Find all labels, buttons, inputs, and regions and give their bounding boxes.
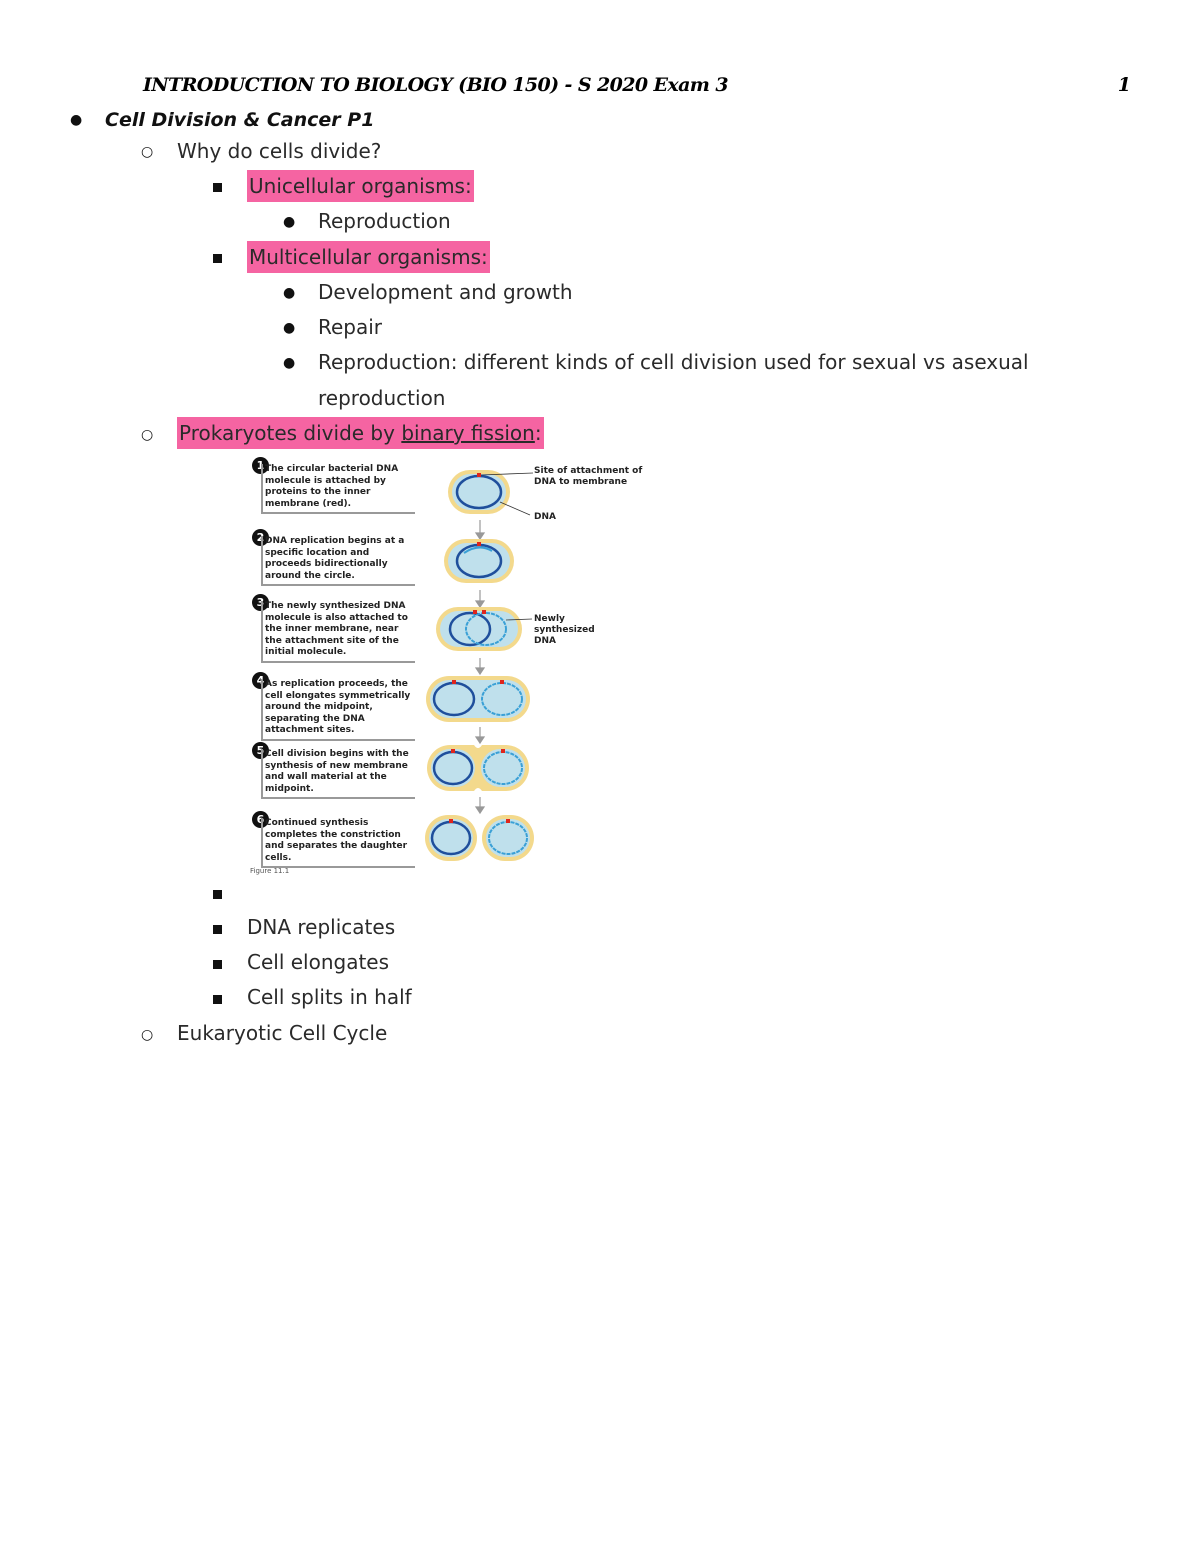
outline-item-multicellular: [247, 244, 490, 270]
outline-item-why: Why do cells divide?: [177, 139, 382, 163]
bullet-square-icon: [213, 925, 222, 934]
bullet-circle-icon: ○: [141, 1027, 154, 1043]
label-dna: DNA: [534, 512, 556, 522]
bullet-square-icon: [213, 995, 222, 1004]
prokaryotes-suffix: :: [534, 421, 542, 445]
outline-item-cell-splits: Cell splits in half: [247, 985, 412, 1009]
bullet-dot-icon: ●: [283, 355, 296, 371]
bullet-circle-icon: ○: [141, 427, 154, 443]
cell-stage-6: [425, 815, 534, 861]
step-text: Cell division begins with the synthesis of new membrane and wall material at the midpoint.: [261, 749, 415, 799]
step-number: 5: [252, 742, 269, 759]
label-attachment-site: Site of attachment of DNA to membrane: [534, 466, 643, 487]
outline-item-development: Development and growth: [318, 280, 573, 304]
figure-step-3: [250, 594, 415, 664]
cell-stage-5: [427, 745, 529, 791]
binary-fission-term: binary fission: [401, 421, 535, 445]
figure-step-2: [250, 529, 415, 587]
label-newly-synthesized-dna: Newly synthesized DNA: [534, 614, 595, 646]
step-text: The newly synthesized DNA molecule is also attached to the inner membrane, near the attachment site of the initial molecule.: [261, 601, 415, 663]
step-text: The circular bacterial DNA molecule is attached by proteins to the inner membrane (red).: [261, 464, 415, 514]
outline-item-reproduction-kinds: Reproduction: different kinds of cell division used for sexual vs asexual: [318, 350, 1029, 374]
figure-step-1: [250, 457, 415, 519]
step-number: 6: [252, 811, 269, 828]
cell-stage-3: [436, 607, 532, 651]
step-text: As replication proceeds, the cell elongates symmetrically around the midpoint, separating the DNA attachment sites.: [261, 679, 415, 741]
outline-item-reproduction-cont: reproduction: [318, 386, 446, 410]
figure-step-6: [250, 811, 415, 863]
figure-step-5: [250, 742, 415, 800]
bullet-square-icon: [213, 890, 222, 899]
step-text: Continued synthesis completes the constriction and separates the daughter cells.: [261, 818, 415, 868]
cell-stage-4: [426, 676, 530, 722]
bullet-dot-icon: ●: [283, 285, 296, 301]
figure-step-4: [250, 672, 415, 735]
page-header: [143, 74, 1133, 104]
highlight-unicellular: Unicellular organisms:: [247, 170, 474, 202]
prokaryotes-prefix: Prokaryotes divide by: [179, 421, 402, 445]
page-number: 1: [1117, 74, 1131, 96]
section-title: Cell Division & Cancer P1: [105, 109, 375, 131]
outline-item-prokaryotes: [177, 420, 544, 446]
step-number: 2: [252, 529, 269, 546]
outline-item-unicellular: [247, 173, 474, 199]
step-number: 1: [252, 457, 269, 474]
cell-stage-2: [444, 539, 514, 583]
step-number: 4: [252, 672, 269, 689]
bullet-dot-icon: ●: [283, 320, 296, 336]
bullet-square-icon: [213, 183, 222, 192]
outline-item-reproduction: Reproduction: [318, 209, 451, 233]
bullet-dot-icon: ●: [70, 112, 83, 128]
bullet-dot-icon: ●: [283, 214, 296, 230]
highlight-prokaryotes: [177, 417, 544, 449]
step-text: DNA replication begins at a specific location and proceeds bidirectionally around the circle.: [261, 536, 415, 586]
outline-item-eukaryotic: Eukaryotic Cell Cycle: [177, 1021, 388, 1045]
document-title: INTRODUCTION TO BIOLOGY (BIO 150) - S 2020 Exam 3: [143, 74, 728, 96]
bullet-square-icon: [213, 254, 222, 263]
outline-item-repair: Repair: [318, 315, 383, 339]
cell-stage-1: [448, 470, 533, 515]
figure-caption: Figure 11.1: [250, 867, 290, 875]
highlight-multicellular: Multicellular organisms:: [247, 241, 490, 273]
binary-fission-figure: [250, 455, 650, 900]
step-number: 3: [252, 594, 269, 611]
outline-item-dna-replicates: DNA replicates: [247, 915, 396, 939]
outline-item-cell-elongates: Cell elongates: [247, 950, 390, 974]
bullet-circle-icon: ○: [141, 144, 154, 160]
bullet-square-icon: [213, 960, 222, 969]
